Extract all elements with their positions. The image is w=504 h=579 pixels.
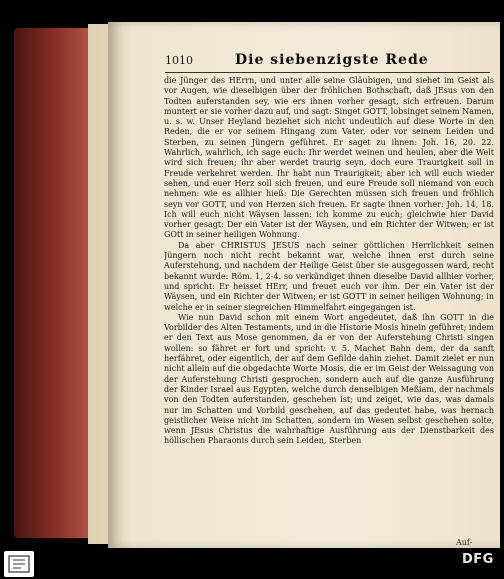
page-header — [165, 54, 490, 73]
page-stack — [88, 24, 110, 544]
running-head: Die siebenzigste Rede — [235, 52, 429, 68]
library-logo-icon — [4, 551, 34, 577]
page-number: 1010 — [165, 54, 193, 67]
paragraph-3: Wie nun David schon mit einem Wort angedeutet, daß ihn GOTT in die Vorbilder des Alten Testaments, und in die Historie Mosis hinein geführet; indem er den Text aus Mose genommen, da er von der Auferstehung Christi singen wollen: so fähret er fort und spricht: v. 5. Machet Bahn dem, der da sanft herfähret, oder eigentlich, der auf dem Gefilde dahin ziehet. Damit zielet er nun nicht allein auf die obgedachte Worte Mosis, die er im Geist der Weissagung von der Auferstehung Christi gesprochen, sondern auch auf die ganze Ausführung der Kinder Israel aus Egypten, welche durch denselbigen Meßiam, der nachmals von den Todten auferstanden, geschehen ist; und zeiget, wie das, was damals nur im Schatten und Vorbild geschehen, auf das gedeutet habe, was hernach geistlicher Weise nicht im Schatten, sondern im Wesen selbst geschehen solte, wenn JEsus Christus die wahrhaftige Ausführung aus der Dienstbarkeit des höllischen Pharaonis durch sein Leiden, Sterben — [164, 312, 494, 446]
footer-bar — [0, 548, 504, 579]
body-text — [164, 76, 494, 546]
paragraph-2: Da aber CHRISTUS JESUS nach seiner göttlichen Herrlichkeit seinen Jüngern noch nicht recht bekannt war, welche ihnen erst durch seine Auferstehung, und nachdem der Heilige Geist über sie ausgegossen ward, recht bekannt wurde: Röm. 1, 2-4. so verkündiget ihnen dieselbe David allhier vorher, und spricht: Er heisset HErr, und freuet euch vor ihm. Der ein Vater ist der Wäysen, und ein Richter der Witwen; er ist GOTT in seiner heiligen Wohnung; in welche er in seiner siegreichen Himmelfahrt eingegangen ist. — [164, 240, 494, 312]
paragraph-1: die Jünger des HErrn, und unter alle seine Gläubigen, und siehet im Geist als vor Augen, wie dieselbigen über der fröhlichen Bothschaft, daß JEsus von den Todten auferstanden sey, wie ers ihnen vorher gesagt, sich erfreuen. Darum muntert er sie vorher dazu auf, und sagt: Singet GOTT, lobsinget seinem Namen, u. s. w. Unser Heyland beziehet sich nicht undeutlich auf diese Worte in den Reden, die er vor seinem Hingang zum Vater, oder vor seinem Leiden und Sterben, zu seinen Jüngern geführet. Er saget zu ihnen: Joh. 16, 20. 22. Wahrlich, wahrlich, ich sage euch: Ihr werdet weinen und heulen, aber die Welt wird sich freuen; ihr aber werdet traurig seyn, doch eure Traurigkeit soll in Freude verkehret werden. Ihr habt nun Traurigkeit; aber ich will euch wieder sehen, und euer Herz soll sich freuen, und eure Freude soll niemand von euch nehmen: wie es allhier hieß: Die Gerechten müssen sich freuen und fröhlich seyn vor GOTT, und von Herzen sich freuen. Er sagte ihnen vorher: Joh. 14, 18. Ich will euch nicht Wäysen lassen: ich komme zu euch; gleichwie hier David vorher gesagt: Der ein Vater ist der Wäysen, und ein Richter der Witwen; er ist GOtt in seiner heiligen Wohnung. — [164, 76, 494, 240]
catchword: Auf- — [456, 538, 473, 547]
dfg-logo: DFG — [462, 552, 494, 567]
